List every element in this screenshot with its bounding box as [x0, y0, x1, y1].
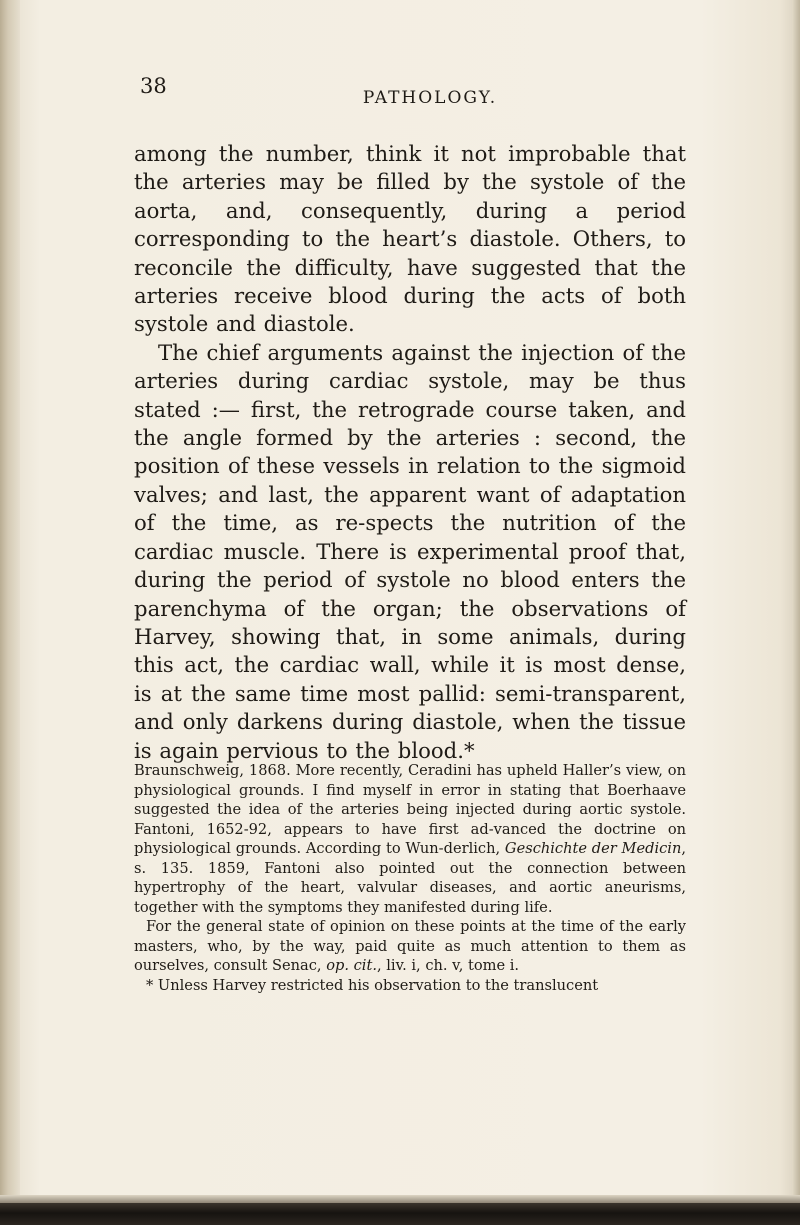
running-head: PATHOLOGY. — [362, 88, 498, 108]
footnote-text: , s. 135. 1859, Fantoni also pointed out the connection between hypertrophy of the heart, valvular diseases, and aortic aneurisms, together with the symptoms they manifested during life. — [134, 840, 686, 916]
footnote-text: For the general state of opinion on these points at the time of the early masters, who, by the way, paid quite as much attention to them as ourselves, consult Senac, — [134, 918, 686, 974]
footnote-harvey: * Unless Harvey restricted his observation to the translucent — [146, 976, 599, 994]
scan-bottom-border — [0, 1203, 800, 1225]
footnote-general — [134, 917, 686, 976]
body-paragraph: among the number, think it not improbable that the arteries may be filled by the systole of the aorta, and, consequently, during a period corresponding to the heart’s diastole. Others, to reconcile the difficulty, have suggested that the arteries receive blood during the acts of both systole and diastole. — [134, 141, 686, 337]
footnote-citation: op. cit. — [326, 957, 377, 974]
main-text — [134, 140, 686, 765]
body-paragraph: The chief arguments against the injection of the arteries during cardiac systole, may be thus stated :— first, the retrograde course taken, and the angle formed by the arteries : second, the position of these vessels in relation to the sigmoid valves; and last, the apparent want of adaptation of the time, as re-spects the nutrition of the cardiac muscle. There is experimental proof that, during the period of systole no blood enters the parenchyma of the organ; the observations of Harvey, showing that, in some animals, during this act, the cardiac wall, while it is most dense, is at the same time most pallid: semi-transparent, and only darkens during diastole, when the tissue is again pervious to the blood.* — [134, 339, 686, 763]
page-bottom-edge — [0, 1195, 800, 1203]
footnote-text: Braunschweig, 1868. More recently, Ceradini has upheld Haller’s view, on physiological grounds. I find myself in error in stating that Boerhaave suggested the idea of the arteries being injected during aortic systole. Fantoni, 1652-92, appears to have first ad-vanced the doctrine on physiological grounds. According to Wun-derlich, — [134, 762, 686, 857]
footnote-continued — [134, 761, 686, 917]
page-edge-shadow — [792, 0, 800, 1225]
footnotes — [134, 761, 686, 995]
page-binding-shadow — [0, 0, 20, 1225]
page-number: 38 — [140, 74, 167, 98]
footnote-text: , liv. i, ch. v, tome i. — [376, 957, 520, 974]
footnote-title: Geschichte der Medicin — [504, 840, 682, 857]
